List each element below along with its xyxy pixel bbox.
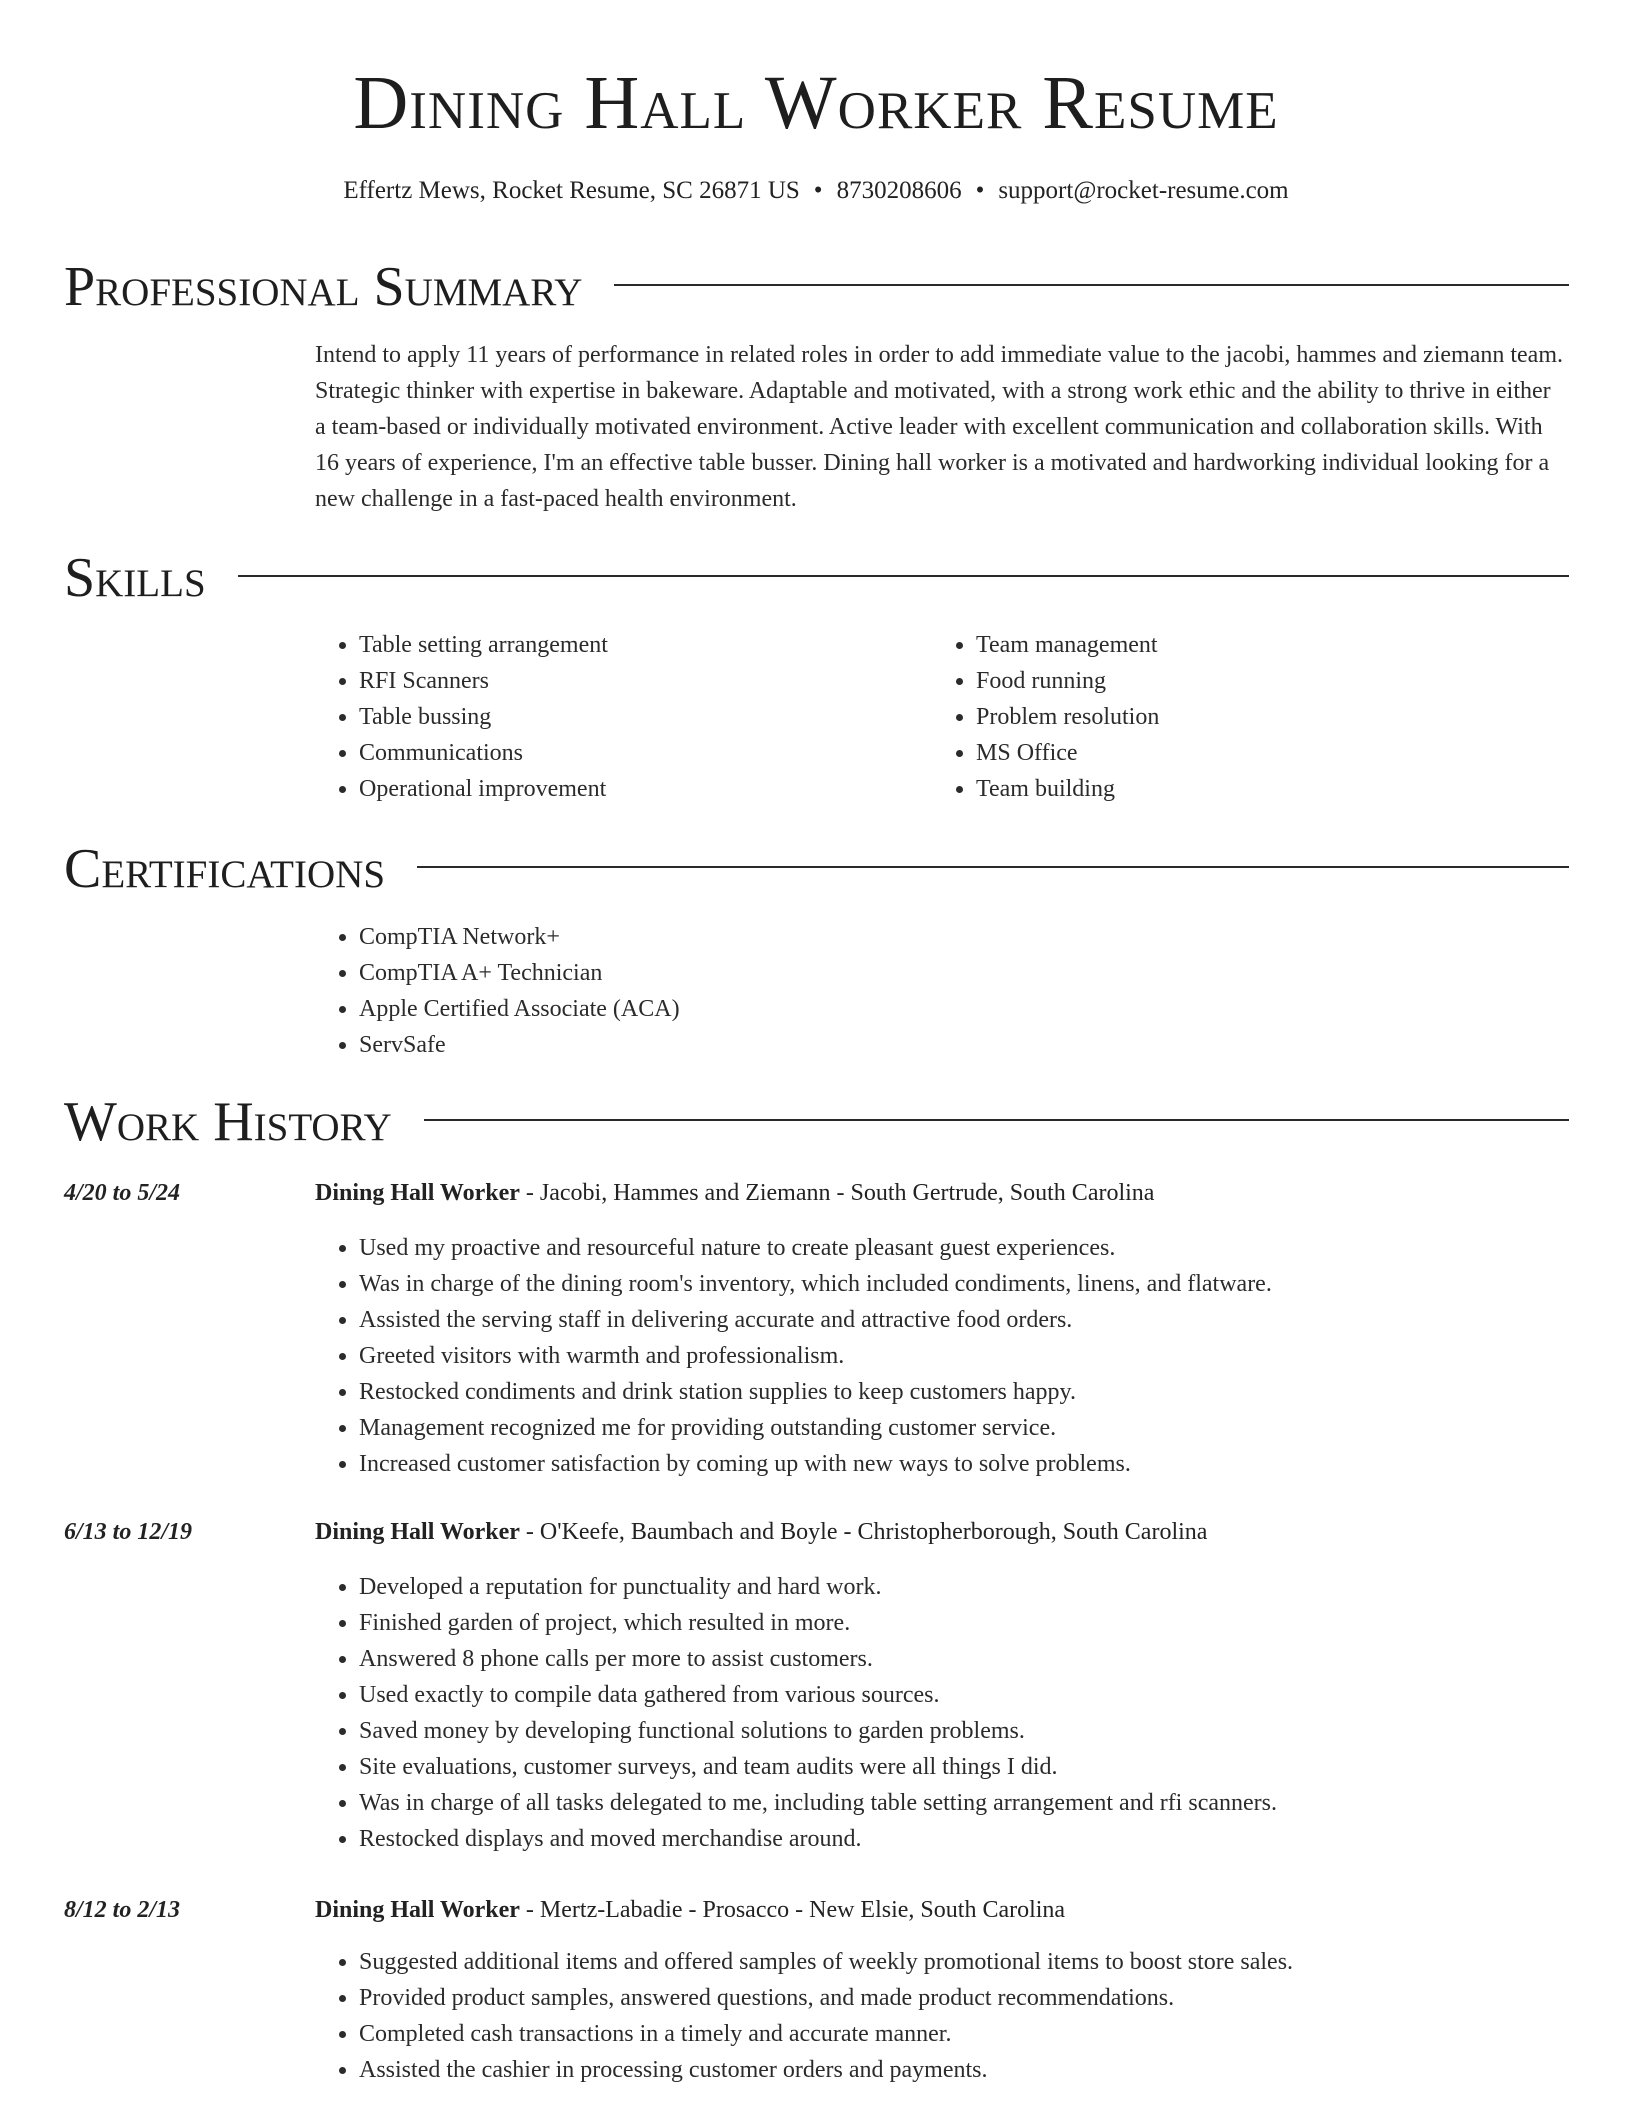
skills-section-header xyxy=(64,543,1569,613)
job-header xyxy=(315,1175,1575,1211)
job-employer-location: - O'Keefe, Baumbach and Boyle - Christopherborough, South Carolina xyxy=(519,1519,1208,1545)
job-duty: • Finished garden of project, which resulted in more. xyxy=(359,1605,1575,1641)
section-divider xyxy=(417,866,1569,868)
contact-line xyxy=(0,174,1632,208)
job-duty: • Answered 8 phone calls per more to assist customers. xyxy=(359,1641,1575,1677)
job-title: Dining Hall Worker xyxy=(315,1897,520,1923)
job-duty: • Developed a reputation for punctuality and hard work. xyxy=(359,1569,1575,1605)
certification-item: • CompTIA A+ Technician xyxy=(359,955,1115,991)
certifications-list xyxy=(315,919,1115,1063)
job-title: Dining Hall Worker xyxy=(315,1180,520,1206)
skill-item: • MS Office xyxy=(976,735,1492,771)
summary-heading: Professional Summary xyxy=(64,256,583,318)
job-duty: • Restocked displays and moved merchandise around. xyxy=(359,1821,1575,1857)
certification-item: • CompTIA Network+ xyxy=(359,919,1115,955)
work-history-heading: Work History xyxy=(64,1091,392,1153)
skills-column-left xyxy=(315,627,875,807)
job-title: Dining Hall Worker xyxy=(315,1519,520,1545)
contact-separator: • xyxy=(975,177,985,204)
skill-item: • Table bussing xyxy=(359,699,875,735)
contact-address: Effertz Mews, Rocket Resume, SC 26871 US xyxy=(343,177,800,204)
certifications-heading: Certifications xyxy=(64,838,386,900)
skill-item: • Communications xyxy=(359,735,875,771)
skill-item: • Team building xyxy=(976,771,1492,807)
work-history-section-header xyxy=(64,1087,1569,1157)
job-duty: • Completed cash transactions in a timely and accurate manner. xyxy=(359,2016,1575,2052)
job-duty: • Assisted the cashier in processing customer orders and payments. xyxy=(359,2052,1575,2088)
section-divider xyxy=(424,1119,1569,1121)
job-employer-location: - Mertz-Labadie - Prosacco - New Elsie, South Carolina xyxy=(519,1897,1066,1923)
job-duties xyxy=(315,1944,1575,2088)
contact-phone: 8730208606 xyxy=(836,177,962,204)
job-duty: • Was in charge of all tasks delegated to me, including table setting arrangement and rfi scanners. xyxy=(359,1785,1575,1821)
job-duty: • Site evaluations, customer surveys, and team audits were all things I did. xyxy=(359,1749,1575,1785)
job-duties xyxy=(315,1230,1575,1482)
job-header xyxy=(315,1514,1575,1550)
summary-text: Intend to apply 11 years of performance in related roles in order to add immediate value to the jacobi, hammes and ziemann team. Strategic thinker with expertise in bakeware. Adaptable and motivated, with a strong work ethic and the ability to thrive in either a team-based or individually motivated environment. Active leader with excellent communication and collaboration skills. With 16 years of experience, I'm an effective table busser. Dining hall worker is a motivated and hardworking individual looking for a new challenge in a fast-paced health environment. xyxy=(315,342,1563,512)
job-duties xyxy=(315,1569,1575,1857)
resume-title: Dining Hall Worker Resume xyxy=(353,61,1279,145)
job-duty: • Assisted the serving staff in delivering accurate and attractive food orders. xyxy=(359,1302,1575,1338)
job-duty: • Management recognized me for providing outstanding customer service. xyxy=(359,1410,1575,1446)
skill-item: • Team management xyxy=(976,627,1492,663)
skills-column-right xyxy=(932,627,1492,807)
contact-email: support@rocket-resume.com xyxy=(998,177,1289,204)
summary-section-header xyxy=(64,252,1569,322)
skill-item: • Problem resolution xyxy=(976,699,1492,735)
job-dates: 4/20 to 5/24 xyxy=(64,1180,181,1206)
skill-item: • Table setting arrangement xyxy=(359,627,875,663)
job-dates: 8/12 to 2/13 xyxy=(64,1897,181,1923)
job-dates: 6/13 to 12/19 xyxy=(64,1519,193,1545)
job-duty: • Restocked condiments and drink station supplies to keep customers happy. xyxy=(359,1374,1575,1410)
section-divider xyxy=(238,575,1569,577)
job-duty: • Used my proactive and resourceful nature to create pleasant guest experiences. xyxy=(359,1230,1575,1266)
job-header xyxy=(315,1892,1575,1928)
certification-item: • Apple Certified Associate (ACA) xyxy=(359,991,1115,1027)
certification-item: • ServSafe xyxy=(359,1027,1115,1063)
job-duty: • Suggested additional items and offered samples of weekly promotional items to boost store sales. xyxy=(359,1944,1575,1980)
job-duty: • Saved money by developing functional solutions to garden problems. xyxy=(359,1713,1575,1749)
job-employer-location: - Jacobi, Hammes and Ziemann - South Gertrude, South Carolina xyxy=(519,1180,1155,1206)
skill-item: • RFI Scanners xyxy=(359,663,875,699)
job-duty: • Was in charge of the dining room's inventory, which included condiments, linens, and flatware. xyxy=(359,1266,1575,1302)
contact-separator: • xyxy=(813,177,823,204)
job-duty: • Used exactly to compile data gathered from various sources. xyxy=(359,1677,1575,1713)
job-duty: • Provided product samples, answered questions, and made product recommendations. xyxy=(359,1980,1575,2016)
skill-item: • Operational improvement xyxy=(359,771,875,807)
certifications-section-header xyxy=(64,834,1569,904)
job-duty: • Greeted visitors with warmth and professionalism. xyxy=(359,1338,1575,1374)
job-duty: • Increased customer satisfaction by coming up with new ways to solve problems. xyxy=(359,1446,1575,1482)
skill-item: • Food running xyxy=(976,663,1492,699)
skills-heading: Skills xyxy=(64,547,206,609)
section-divider xyxy=(614,284,1569,286)
